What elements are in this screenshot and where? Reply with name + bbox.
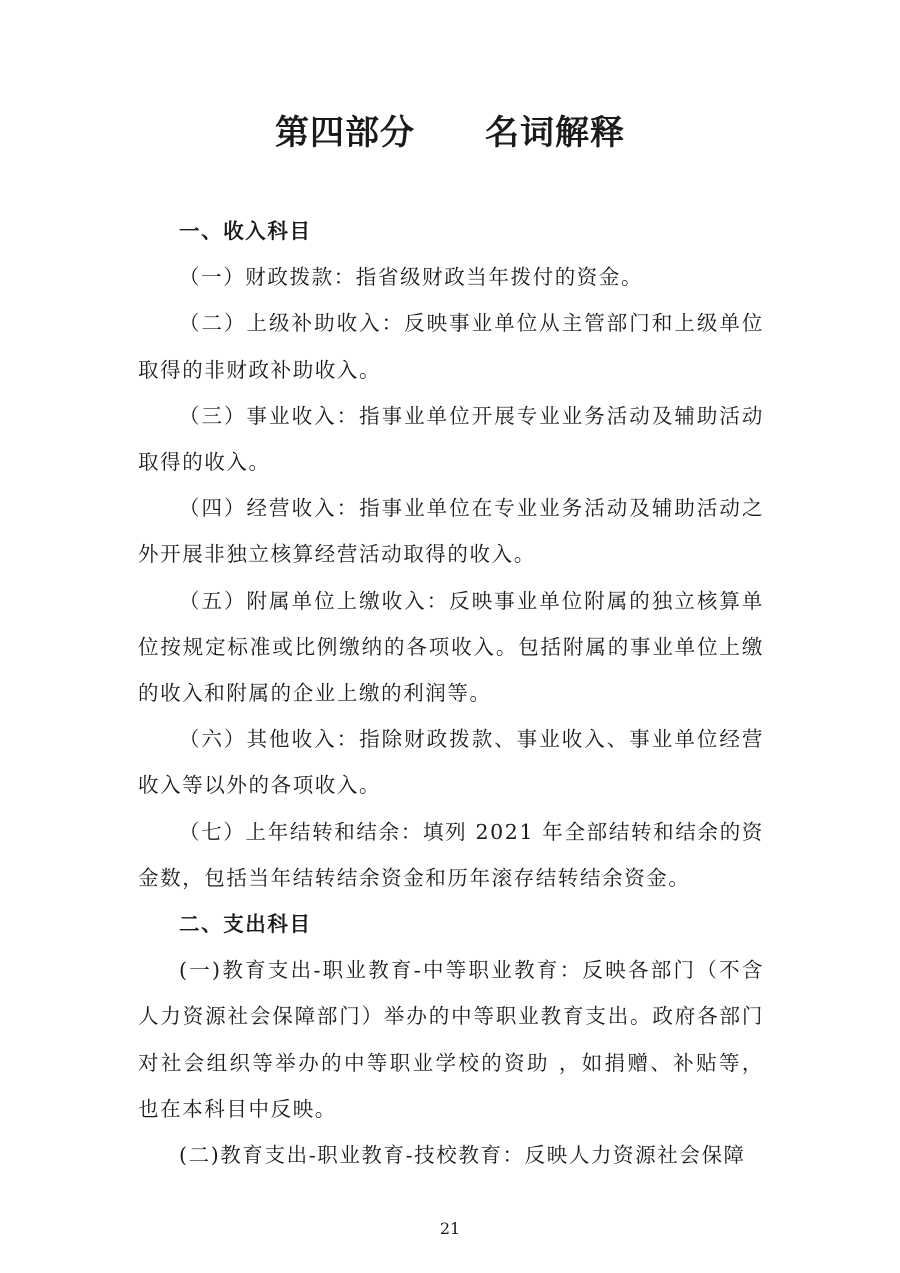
page-title: 第四部分 名词解释 bbox=[275, 113, 625, 153]
paragraph-affiliated-income: （五）附属单位上缴收入：反映事业单位附属的独立核算单位按规定标准或比例缴纳的各项收入。包括附属的事业单位上缴的收入和附属的企业上缴的利润等。 bbox=[138, 588, 764, 706]
paragraph-operating-income: （四）经营收入：指事业单位在专业业务活动及辅助活动之外开展非独立核算经营活动取得的收入。 bbox=[138, 496, 764, 567]
section-heading-expenditure: 二、支出科目 bbox=[179, 912, 312, 937]
document-body bbox=[138, 208, 764, 1178]
page-number: 21 bbox=[439, 1219, 461, 1238]
paragraph-fiscal-appropriation: （一）财政拨款：指省级财政当年拨付的资金。 bbox=[179, 265, 644, 290]
paragraph-superior-subsidy: （二）上级补助收入：反映事业单位从主管部门和上级单位取得的非财政补助收入。 bbox=[138, 311, 764, 382]
section-heading-income: 一、收入科目 bbox=[179, 219, 312, 243]
paragraph-secondary-vocational: (一)教育支出-职业教育-中等职业教育：反映各部门（不含人力资源社会保障部门）举办的中等职业教育支出。政府各部门对社会组织等举办的中等职业学校的资助 ，如捐赠、补贴等，也在本科目中反映。 bbox=[138, 958, 764, 1121]
paragraph-other-income: （六）其他收入：指除财政拨款、事业收入、事业单位经营收入等以外的各项收入。 bbox=[138, 727, 764, 798]
paragraph-business-income: （三）事业收入：指事业单位开展专业业务活动及辅助活动取得的收入。 bbox=[138, 403, 764, 475]
paragraph-carryover: （七）上年结转和结余：填列 2021 年全部结转和结余的资金数，包括当年结转结余资金和历年滚存结转结余资金。 bbox=[138, 819, 764, 890]
paragraph-technical-school: (二)教育支出-职业教育-技校教育：反映人力资源社会保障 bbox=[179, 1143, 746, 1168]
